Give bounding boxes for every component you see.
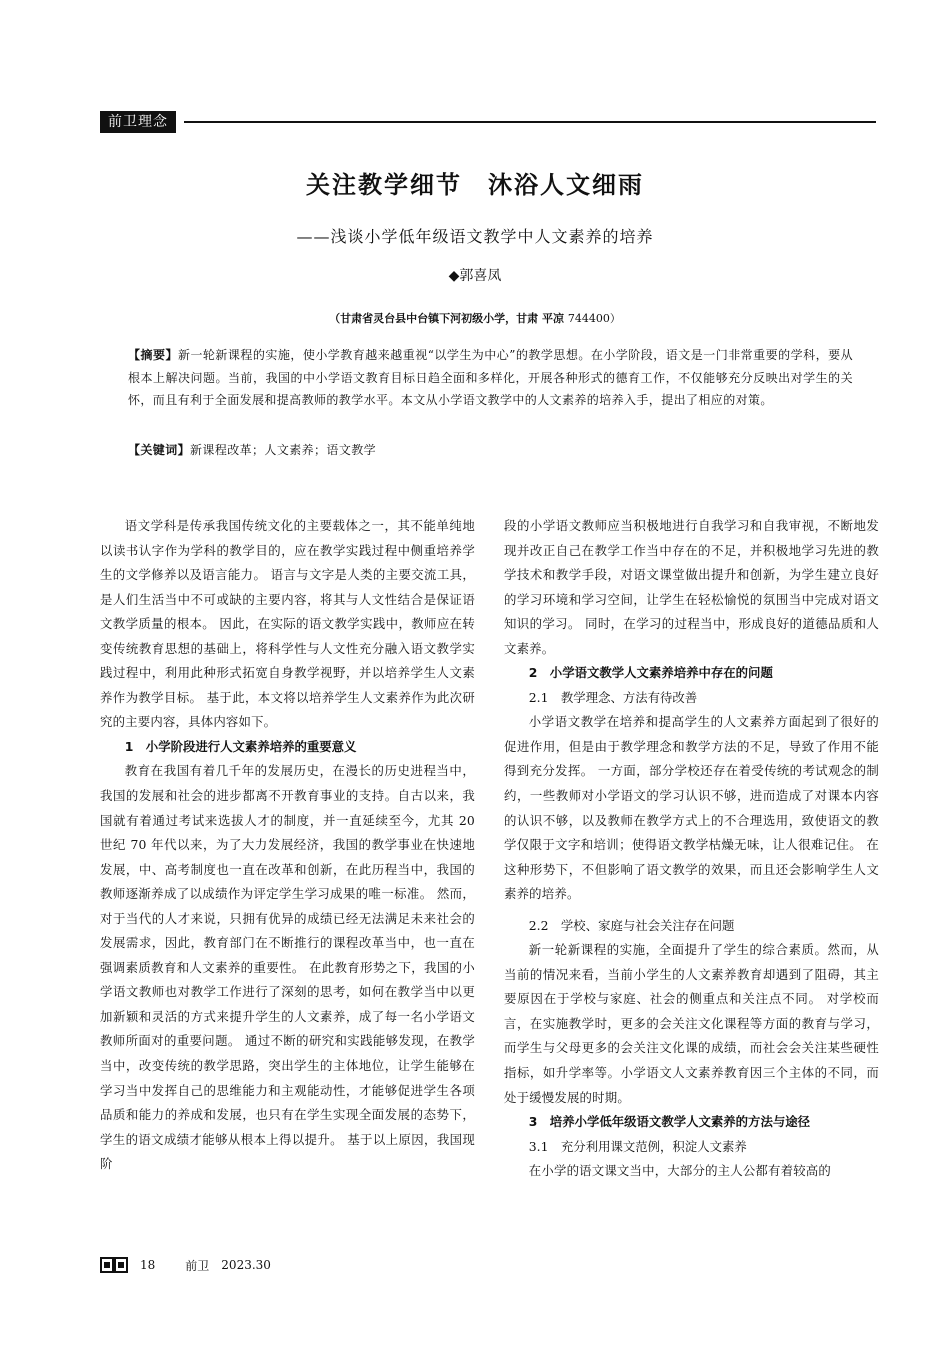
abstract-label: 【摘要】 bbox=[128, 348, 178, 362]
spacer bbox=[504, 907, 879, 914]
page-number: 18 bbox=[140, 1258, 156, 1272]
issue-number: 2023.30 bbox=[221, 1258, 271, 1272]
body-paragraph: 教育在我国有着几千年的发展历史，在漫长的历史进程当中，我国的发展和社会的进步都离不开教育事业的支持。自古以来，我国就有着通过考试来选拔人才的制度，并一直延续至今，尤其 20 世纪 70 年代以来，为了大力发展经济，我国的教学事业在快速地发展，中、高考制度也一直在改革和创新，在此历程当中，我国的教师逐渐养成了以成绩作为评定学生学习成果的唯一标准。 然而，对于当代的人才来说，只拥有优异的成绩已经无法满足未来社会的发展需求，因此，教育部门在不断推行的课程改革当中，也一直在强调素质教育和人文素养的重要性。 在此教育形势之下，我国的小学语文教师也对教学工作进行了深刻的思考，如何在教学当中以更加新颖和灵活的方式来提升学生的人文素养，成了每一名小学语文教师所面对的重要问题。 通过不断的研究和实践能够发现，在教学当中，改变传统的教学思路，突出学生的主体地位，让学生能够在学习当中发挥自己的思维能力和主观能动性，才能够促进学生各项品质和能力的养成和发展，也只有在学生实现全面发展的态势下，学生的语文成绩才能够从根本上得以提升。 基于以上原因，我国现阶 bbox=[100, 763, 475, 1172]
left-column bbox=[100, 514, 475, 1177]
body-paragraph: 新一轮新课程的实施，全面提升了学生的综合素质。然而，从当前的情况来看，当前小学生的人文素养教育却遇到了阻碍，其主要原因在于学校与家庭、社会的侧重点和关注点不同。 对学校而言，在实施教学时，更多的会关注文化课程等方面的教育与学习，而学生与父母更多的会关注文化课的成绩，而社会会关注某些硬性指标，如升学率等。小学语文人文素养教育因三个主体的不同，而处于缓慢发展的时期。 bbox=[504, 942, 879, 1105]
journal-name: 前卫 bbox=[185, 1258, 210, 1273]
right-column bbox=[504, 514, 879, 1184]
body-paragraph: 段的小学语文教师应当积极地进行自我学习和自我审视，不断地发现并改正自己在教学工作当中存在的不足，并积极地学习先进的教学技术和教学手段，对语文课堂做出提升和创新，为学生建立良好的学习环境和学习空间，让学生在轻松愉悦的氛围当中完成对语文知识的学习。 同时，在学习的过程当中，形成良好的道德品质和人文素养。 bbox=[504, 518, 879, 656]
subsection-heading: 2.1 教学理念、方法有待改善 bbox=[528, 689, 698, 705]
section-heading: 2 小学语文教学人文素养培养中存在的问题 bbox=[528, 665, 773, 681]
keywords-text: 新课程改革；人文素养；语文教学 bbox=[190, 443, 377, 457]
article-title: 关注教学细节 沐浴人文细雨 bbox=[306, 170, 644, 199]
footer bbox=[100, 1255, 271, 1275]
affiliation bbox=[0, 310, 950, 326]
postcode: 744400） bbox=[567, 312, 621, 325]
subsection-heading: 2.2 学校、家庭与社会关注存在问题 bbox=[528, 917, 735, 933]
abstract-text: 新一轮新课程的实施，使小学教育越来越重视“以学生为中心”的教学思想。在小学阶段，语文是一门非常重要的学科，要从根本上解决问题。当前，我国的中小学语文教育目标日趋全面和多样化，开展各种形式的德育工作，不仅能够充分反映出对学生的关怀，而且有利于全面发展和提高教师的教学水平。本文从小学语文教学中的人文素养的培养入手，提出了相应的对策。 bbox=[128, 348, 853, 407]
body-paragraph: 语文学科是传承我国传统文化的主要载体之一，其不能单纯地以读书认字作为学科的教学目的，应在教学实践过程中侧重培养学生的文学修养以及语言能力。 语言与文字是人类的主要交流工具，是人们生活当中不可或缺的主要内容，将其与人文性结合是保证语文教学质量的根本。 因此，在实际的语文教学实践中，教师应在转变传统教育思想的基础上，将科学性与人文性充分融入语文教学实践过程中，利用此种形式拓宽自身教学视野，并以培养学生人文素养作为教学目标。 基于此，本文将以培养学生人文素养作为此次研究的主要内容，具体内容如下。 bbox=[100, 518, 475, 730]
section-heading: 1 小学阶段进行人文素养培养的重要意义 bbox=[124, 738, 357, 754]
header-rule bbox=[184, 121, 876, 123]
section-tag: 前卫理念 bbox=[100, 111, 176, 133]
body-paragraph: 小学语文教学在培养和提高学生的人文素养方面起到了很好的促进作用，但是由于教学理念和教学方法的不足，导致了作用不能得到充分发挥。 一方面，部分学校还存在着受传统的考试观念的制约，一些教师对小学语文的学习认识不够，进而造成了对课本内容的认识不够，以及教师在教学方式上的不合理选用，致使语文的教学仅限于文字和培训；使得语文教学枯燥无味，让人很难记住。 在这种形势下，不但影响了语文教学的效果，而且还会影响学生人文素养的培养。 bbox=[504, 714, 879, 902]
keywords-label: 【关键词】 bbox=[128, 443, 191, 457]
section-heading: 3 培养小学低年级语文教学人文素养的方法与途径 bbox=[528, 1114, 811, 1130]
affiliation-text: （甘肃省灵台县中台镇下河初级小学，甘肃 平凉 bbox=[329, 312, 564, 325]
body-paragraph: 在小学的语文课文当中，大部分的主人公都有着较高的 bbox=[528, 1163, 831, 1179]
abstract bbox=[128, 344, 853, 412]
article-subtitle: ——浅谈小学低年级语文教学中人文素养的培养 bbox=[296, 227, 654, 246]
author: ◆郭喜凤 bbox=[448, 268, 502, 284]
subsection-heading: 3.1 充分利用课文范例，积淀人文素养 bbox=[528, 1138, 747, 1154]
keywords bbox=[128, 441, 853, 458]
journal-logo-icon bbox=[100, 1257, 128, 1273]
